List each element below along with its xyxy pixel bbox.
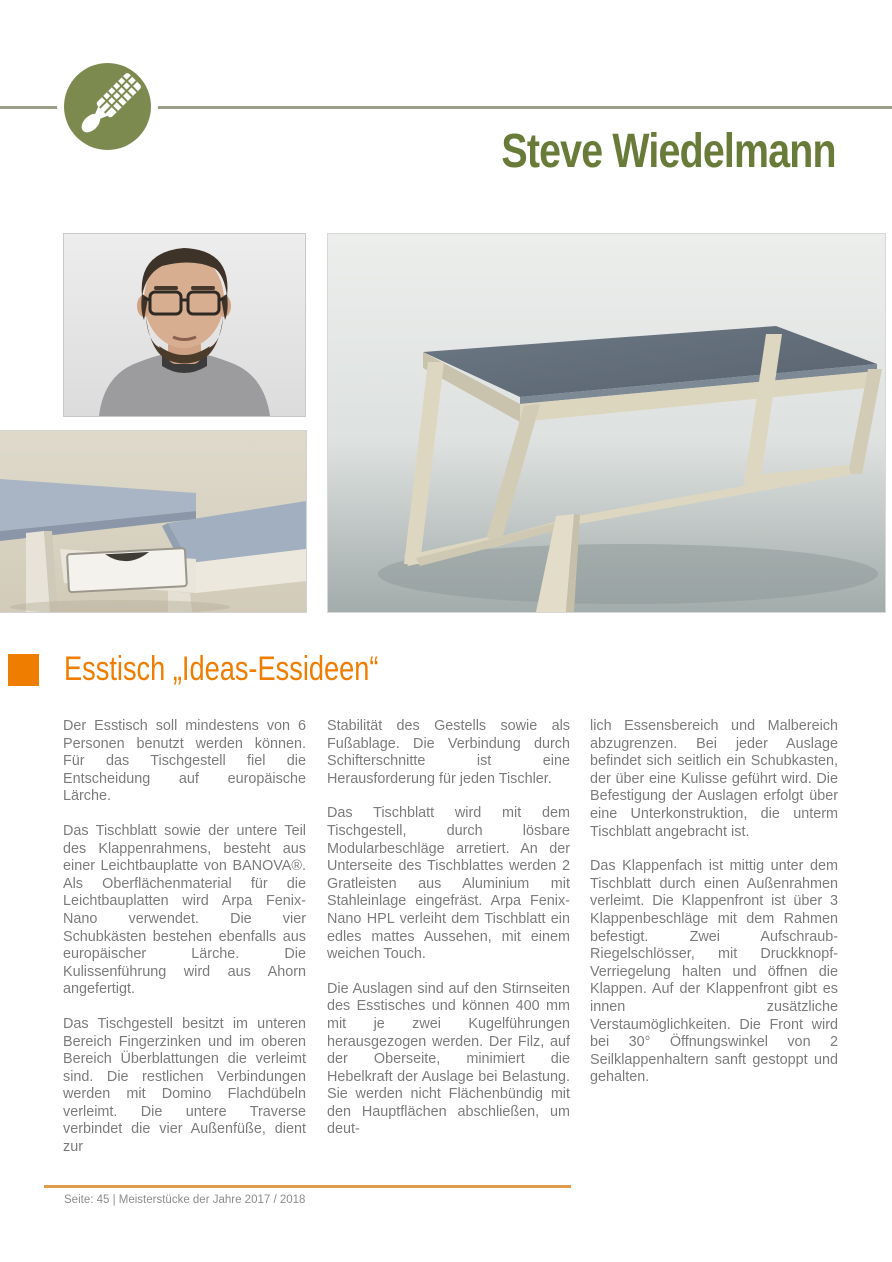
paragraph: Stabilität des Gestells sowie als Fußablage. Die Verbindung durch Schifterschnitte ist eine Herausforderung für jeden Tischler. bbox=[327, 718, 570, 787]
footer-divider-rule bbox=[44, 1185, 571, 1188]
drawer-detail-photo bbox=[0, 430, 307, 613]
section-accent-square bbox=[8, 654, 39, 686]
table-photo bbox=[327, 233, 886, 613]
paragraph: Das Tischblatt wird mit dem Tischgestell, durch lösbare Modularbeschläge arretiert. An der Unterseite des Tischblattes werden 2 Gratleisten aus Aluminium mit Stahleinlage eingefräst. Arpa Fenix-Nano HPL verleiht dem Tischblatt ein edles mattes Aussehen, mit einem weichen Touch. bbox=[327, 805, 570, 963]
section-heading: Esstisch „Ideas-Essideen“ bbox=[64, 650, 379, 688]
footer-page-info: Seite: 45 | Meisterstücke der Jahre 2017 / 2018 bbox=[64, 1194, 306, 1206]
portrait-photo bbox=[63, 233, 306, 417]
paragraph: Das Klappenfach ist mittig unter dem Tischblatt durch einen Außenrahmen verleimt. Die Klappenfront ist über 3 Klappenbeschläge mit dem Rahmen befestigt. Zwei Aufschraub-Riegelschlösser, mit Druckknopf-Verriegelung halten und öffnen die Klappen. Auf der Klappenfront gibt es innen zusätzliche Verstaumöglichkeiten. Die Front wird bei 30° Öffnungswinkel von 2 Seilklappenhaltern sanft gestoppt und gehalten. bbox=[590, 858, 838, 1086]
paragraph: Die Auslagen sind auf den Stirnseiten des Esstisches und können 400 mm mit je zwei Kugelführungen herausgezogen werden. Der Filz, auf der Oberseite, minimiert die Hebelkraft der Auslage bei Belastung. Sie werden nicht Flächenbündig mit den Hauptflächen abschließen, um deut- bbox=[327, 980, 570, 1138]
paragraph: Der Esstisch soll mindestens von 6 Personen benutzt werden können. Für das Tischgestell fiel die Entscheidung auf europäische Lärche. bbox=[63, 718, 306, 805]
rasp-icon bbox=[64, 63, 151, 150]
text-column-1 bbox=[63, 718, 306, 1174]
paragraph: Das Tischblatt sowie der untere Teil des Klappenrahmens, besteht aus einer Leichtbauplatte von BANOVA®. Als Oberflächenmaterial für die Leichtbauplatten wird Arpa Fenix-Nano verwendet. Die vier Schubkästen bestehen ebenfalls aus europäischer Lärche. Die Kulissenführung wird aus Ahorn angefertigt. bbox=[63, 822, 306, 998]
author-title: Steve Wiedelmann bbox=[501, 125, 836, 178]
text-column-3 bbox=[590, 718, 838, 1104]
paragraph: lich Essensbereich und Malbereich abzugrenzen. Bei jeder Auslage befindet sich seitlich ein Schubkasten, der über eine Kulisse geführt wird. Die Befestigung der Auslagen erfolgt über eine Unterkonstruktion, die unterm Tischblatt angebracht ist. bbox=[590, 718, 838, 840]
paragraph: Das Tischgestell besitzt im unteren Bereich Fingerzinken und im oberen Bereich Überblattungen die verleimt sind. Die restlichen Verbindungen werden mit Domino Flachdübeln verleimt. Die untere Traverse verbindet die vier Außenfüße, dient zur bbox=[63, 1015, 306, 1156]
tool-icon-badge bbox=[64, 63, 151, 150]
text-column-2 bbox=[327, 718, 570, 1156]
